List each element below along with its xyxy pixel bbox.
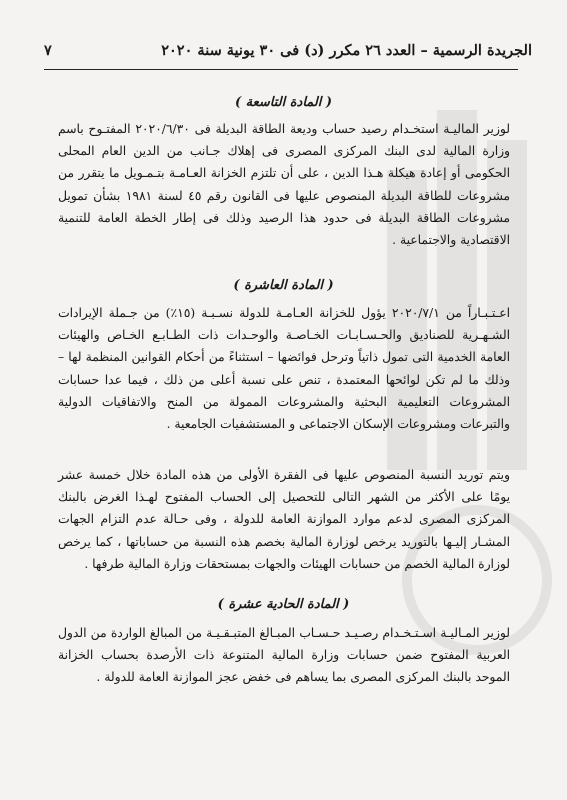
page-header: [44, 36, 532, 64]
article-10-heading: ( المادة العاشرة ): [233, 278, 334, 293]
article-10-paragraph-2: ويتم توريد النسبة المنصوص عليها فى الفقرة الأولى من هذه المادة خلال خمسة عشر يومًا على الأكثر من الشهر التالى للتحصيل إلى الحساب المفتوح لهـذا الغرض بالبنك المركزى المصرى لدعم موارد الموازنة العامة للدولة ، وفى حـالة عدم التزام الجهات المشـار إليـها بالتوريد يرخص لوزارة المالية بخصم هذه النسبة من حساباتها ، كما يرخص لوزارة المالية الخصم من حسابات الهيئات والجهات بمستحقات وزارة المالية طرفها .: [58, 468, 510, 571]
gazette-title: الجريدة الرسمية – العدد ٢٦ مكرر (د) فى ٣٠ يونية سنة ٢٠٢٠: [161, 41, 532, 59]
article-11-text: لوزير المـاليـة اسـتـخـدام رصـيـد حـسـاب المبـالغ المتبـقـيـة من المبالغ الواردة من الدول العربية المفتوح ضمن حسابات وزارة المالية المتنوعة ذات الأرصدة بحساب الخزانة الموحد بالبنك المركزى المصرى بما يساهم فى خفض عجز الموازنة العامة للدولة .: [58, 626, 510, 685]
article-9-text: لوزير الماليـة استخـدام رصيد حساب وديعة الطاقة البديلة فى ٢٠٢٠/٦/٣٠ المفتـوح باسم وزارة المالية لدى البنك المركزى المصرى فى إهلاك جـانب من الدين العام المحلى الحكومى أو إعادة هيكلة هـذا الدين ، على أن تلتزم الخزانة العـامـة بتـمـويل ما يتقرر من مشروعات للطاقة البديلة المنصوص عليها فى القانون رقم ٤٥ لسنة ١٩٨١ بشأن تمويل مشروعات الطاقة البديلة فى حدود هذا الرصيد وذلك فى إطار الخطة العامة للتنمية الاقتصادية والاجتماعية .: [58, 122, 510, 248]
article-9-heading: ( المادة التاسعة ): [234, 95, 333, 110]
page-number: ٧: [44, 41, 52, 59]
header-divider: [44, 69, 518, 70]
article-11-heading: ( المادة الحادية عشرة ): [217, 597, 350, 612]
article-10-paragraph-1: اعـتـبـاراً من ٢٠٢٠/٧/١ يؤول للخزانة العـامـة للدولة نسـبـة (١٥٪) من جـملة الإيرادات الشـهـرية للصناديق والحـسـابـات الخـاصـة والوحـدات ذات الطـابـع الخـاص والهيئات العامة الخدمية التى تمول ذاتياً وترحل فوائضها – استثناءً من أحكام القوانين المنظمة لها – وذلك ما لم تكن لوائحها المعتمدة ، تنص على نسبة أعلى من ذلك ، فيما عدا حسابات المشروعات التعليمية البحثية والمشروعات الممولة من المنح والاتفاقيات الدولية والتبرعات ومشروعات الإسكان الاجتماعى و المستشفيات الجامعية .: [58, 306, 510, 432]
